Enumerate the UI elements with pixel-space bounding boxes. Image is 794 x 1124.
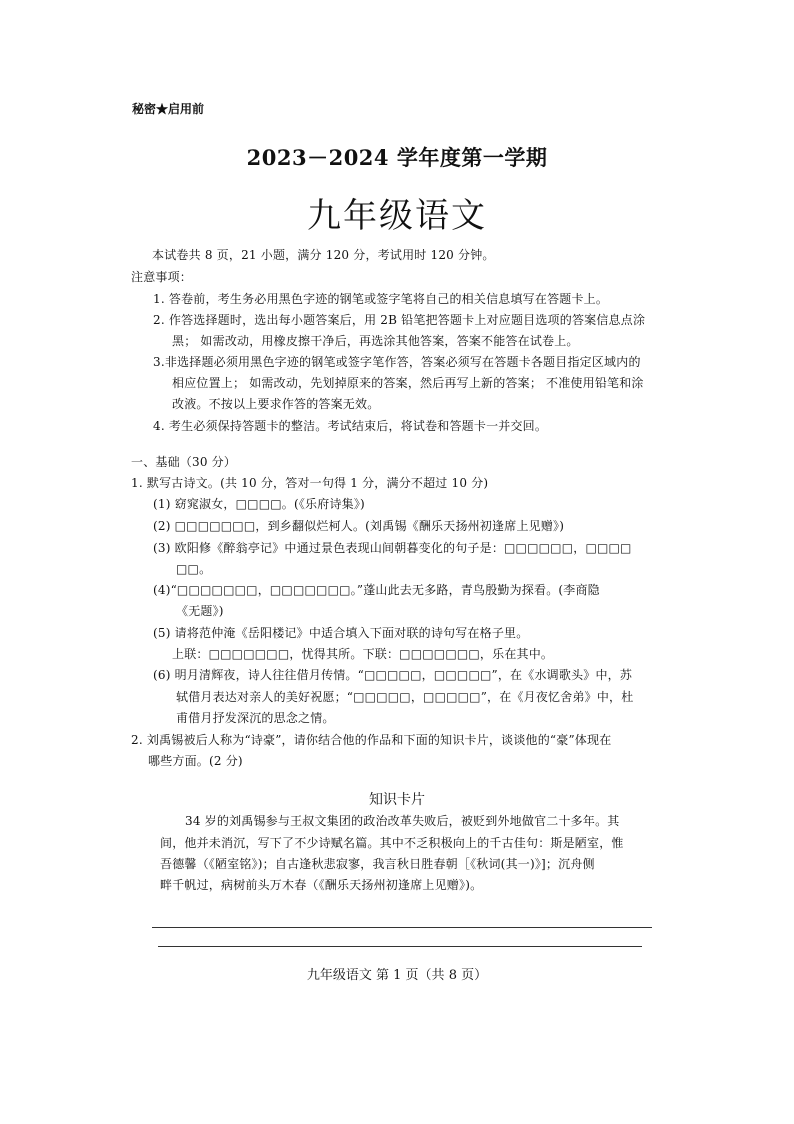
notice-item: 3.非选择题必须用黑色字迹的钢笔或签字笔作答，答案必须写在答题卡各题目指定区域内的 bbox=[153, 355, 641, 369]
question-line: (6) 明月清辉夜，诗人往往借月传情。“□□□□□，□□□□□”，在《水调歌头》中，苏 bbox=[153, 668, 633, 682]
knowledge-card-line: 间，他并未消沉，写下了不少诗赋名篇。其中不乏积极向上的千古佳句：斯是陋室，惟 bbox=[160, 836, 624, 850]
knowledge-card-line: 吾德馨（《陋室铭》)；自古逢秋悲寂寥，我言秋日胜春朝［《秋词(其一)》]；沉舟侧 bbox=[160, 857, 595, 871]
question-1-title: 1. 默写古诗文。(共 10 分，答对一句得 1 分，满分不超过 10 分) bbox=[131, 476, 489, 490]
question-line-cont: 《无题》) bbox=[176, 604, 224, 618]
notice-title: 注意事项： bbox=[131, 270, 193, 284]
exam-subject-title: 九年级语文 bbox=[307, 196, 487, 236]
knowledge-card-title: 知识卡片 bbox=[369, 792, 425, 808]
notice-item-cont: 黑； 如需改动，用橡皮擦干净后，再选涂其他答案，答案不能答在试卷上。 bbox=[172, 334, 579, 348]
school-year-term: 2023－2024 学年度第一学期 bbox=[246, 145, 548, 170]
question-line: (5) 请将范仲淹《岳阳楼记》中适合填入下面对联的诗句写在格子里。 bbox=[153, 626, 529, 640]
notice-item: 1. 答卷前，考生务必用黑色字迹的钢笔或签字笔将自己的相关信息填写在答题卡上。 bbox=[153, 292, 609, 306]
question-line: (1) 窈窕淑女，□□□□。(《乐府诗集》) bbox=[153, 497, 365, 511]
exam-intro: 本试卷共 8 页，21 小题，满分 120 分，考试用时 120 分钟。 bbox=[152, 248, 495, 262]
page-footer: 九年级语文 第 1 页（共 8 页） bbox=[306, 968, 488, 983]
question-line-cont: 轼借月表达对亲人的美好祝愿；“□□□□□，□□□□□”，在《月夜忆舍弟》中，杜 bbox=[176, 690, 634, 704]
answer-line bbox=[152, 927, 652, 928]
question-2-line: 2. 刘禹锡被后人称为“诗豪”，请你结合他的作品和下面的知识卡片，谈谈他的“豪”体现在 bbox=[131, 733, 612, 747]
notice-item: 2. 作答选择题时，选出每小题答案后，用 2B 铅笔把答题卡上对应题目选项的答案信息点涂 bbox=[153, 313, 646, 327]
answer-line bbox=[158, 946, 642, 947]
question-line: (3) 欧阳修《醉翁亭记》中通过景色表现山间朝暮变化的句子是：□□□□□□，□□□□ bbox=[153, 541, 632, 555]
knowledge-card-line: 34 岁的刘禹锡参与王叔文集团的政治改革失败后，被贬到外地做官二十多年。其 bbox=[185, 814, 620, 828]
question-line-cont: 甫借月抒发深沉的思念之情。 bbox=[176, 711, 335, 725]
notice-item-cont: 相应位置上； 如需改动，先划掉原来的答案，然后再写上新的答案； 不准使用铅笔和涂 bbox=[172, 376, 644, 390]
notice-item-cont: 改液。不按以上要求作答的答案无效。 bbox=[172, 397, 380, 411]
section-title: 一、基础（30 分） bbox=[131, 455, 237, 469]
question-line: (2) □□□□□□□，到乡翻似烂柯人。(刘禹锡《酬乐天扬州初逢席上见赠》) bbox=[153, 519, 565, 533]
knowledge-card-line: 畔千帆过，病树前头万木春（《酬乐天扬州初逢席上见赠》)。 bbox=[160, 878, 483, 892]
question-line: (4)“□□□□□□□，□□□□□□□。”蓬山此去无多路，青鸟殷勤为探看。(李商隐 bbox=[153, 583, 600, 597]
question-2-line-cont: 哪些方面。(2 分) bbox=[148, 754, 243, 768]
question-line-cont: □□。 bbox=[176, 562, 212, 576]
notice-item: 4. 考生必须保持答题卡的整洁。考试结束后，将试卷和答题卡一并交回。 bbox=[153, 419, 548, 433]
question-line-cont: 上联：□□□□□□□，忧得其所。下联：□□□□□□□，乐在其中。 bbox=[172, 647, 554, 661]
confidential-label: 秘密★启用前 bbox=[132, 102, 205, 116]
